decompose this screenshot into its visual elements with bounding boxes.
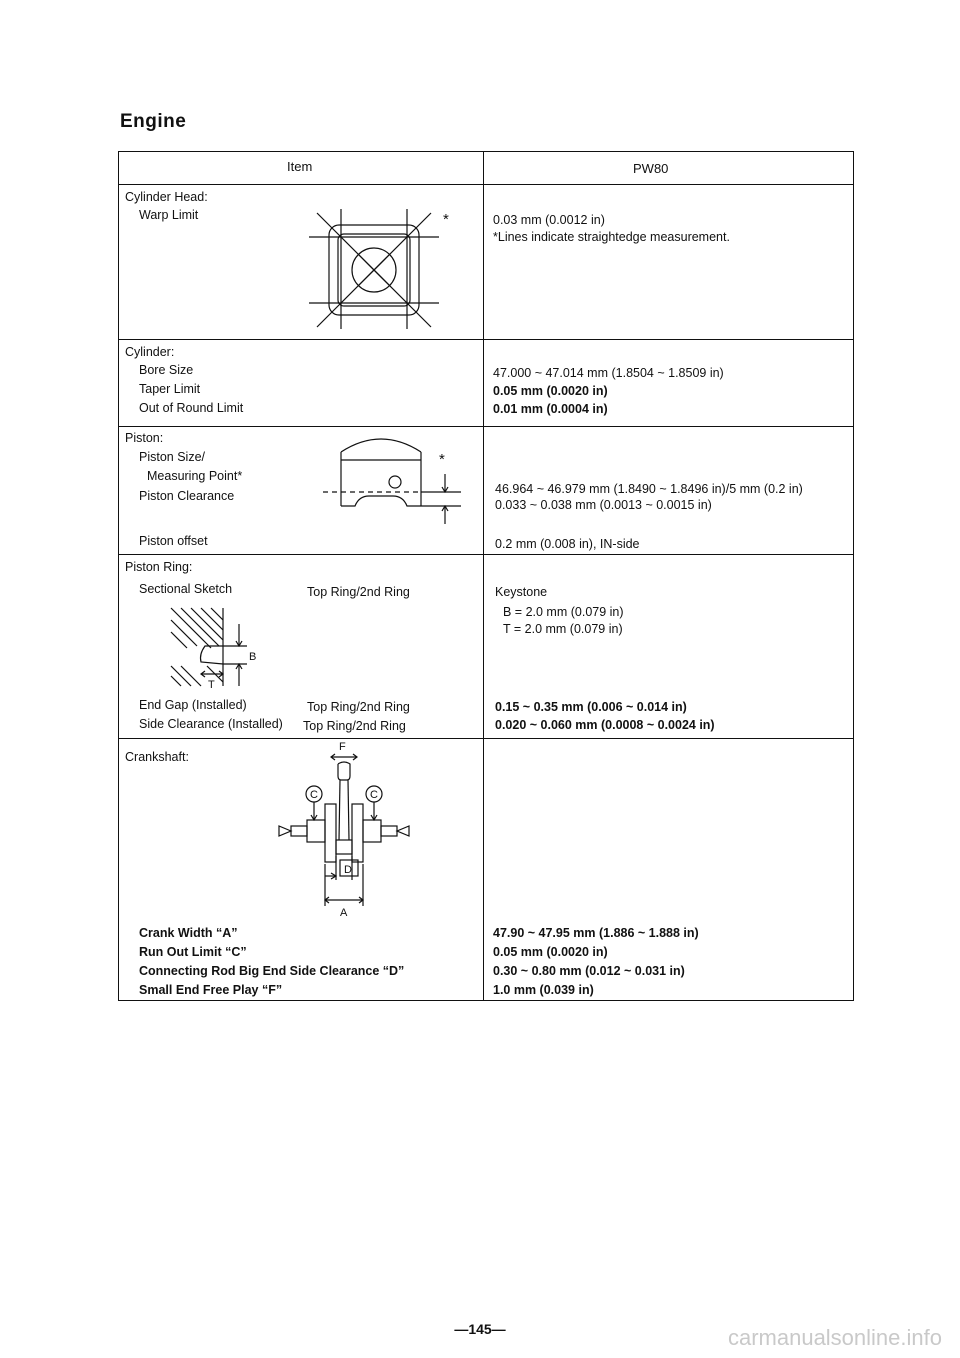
column-divider [483, 152, 484, 1000]
big-end-clearance-value: 0.30 ~ 0.80 mm (0.012 ~ 0.031 in) [493, 964, 685, 978]
sketch-rings-label: Top Ring/2nd Ring [307, 585, 410, 599]
piston-measuring-diagram [319, 424, 461, 529]
diagram-c-left: C [310, 789, 318, 801]
diagram-a-label: A [340, 907, 348, 919]
out-of-round-value: 0.01 mm (0.0004 in) [493, 402, 608, 416]
piston-offset-label: Piston offset [139, 534, 208, 548]
ring-type-value: Keystone [495, 585, 548, 599]
sectional-sketch-label: Sectional Sketch [139, 582, 233, 596]
row-divider [119, 738, 853, 739]
ring-b-value: B = 2.0 mm (0.079 in) [503, 605, 624, 619]
measuring-point-label: Measuring Point* [147, 469, 243, 483]
piston-ring-heading: Piston Ring: [125, 560, 193, 574]
run-out-limit-label: Run Out Limit “C” [139, 945, 247, 959]
row-divider [119, 426, 853, 427]
engine-spec-table [118, 151, 854, 1001]
side-clearance-rings: Top Ring/2nd Ring [303, 719, 406, 733]
crank-width-value: 47.90 ~ 47.95 mm (1.886 ~ 1.888 in) [493, 926, 699, 940]
sketch-t-label: T [208, 679, 215, 691]
diagram-c-right: C [370, 789, 378, 801]
end-gap-rings: Top Ring/2nd Ring [307, 700, 410, 714]
warp-limit-label: Warp Limit [139, 208, 199, 222]
crankshaft-heading: Crankshaft: [125, 750, 189, 764]
small-end-play-value: 1.0 mm (0.039 in) [493, 983, 594, 997]
small-end-play-label: Small End Free Play “F” [139, 983, 283, 997]
big-end-clearance-label: Connecting Rod Big End Side Clearance “D” [139, 964, 405, 978]
warp-asterisk: * [443, 211, 449, 228]
cylinder-head-warp-diagram [309, 207, 439, 332]
piston-asterisk: * [439, 451, 445, 468]
header-model: PW80 [633, 161, 669, 176]
row-divider [119, 339, 853, 340]
piston-size-label: Piston Size/ [139, 450, 206, 464]
row-divider [119, 554, 853, 555]
end-gap-value: 0.15 ~ 0.35 mm (0.006 ~ 0.014 in) [495, 700, 687, 714]
warp-limit-value: 0.03 mm (0.0012 in) [493, 213, 605, 227]
bore-size-label: Bore Size [139, 363, 194, 377]
run-out-limit-value: 0.05 mm (0.0020 in) [493, 945, 608, 959]
piston-clearance-value: 0.033 ~ 0.038 mm (0.0013 ~ 0.0015 in) [495, 498, 712, 512]
piston-ring-sectional-sketch [167, 604, 263, 692]
out-of-round-label: Out of Round Limit [139, 401, 244, 415]
header-divider [119, 184, 853, 185]
side-clearance-label: Side Clearance (Installed) [139, 717, 283, 731]
header-item: Item [287, 159, 313, 174]
page-title: Engine [120, 111, 187, 132]
crank-width-label: Crank Width “A” [139, 926, 238, 940]
side-clearance-value: 0.020 ~ 0.060 mm (0.0008 ~ 0.0024 in) [495, 718, 715, 732]
diagram-f-label: F [339, 741, 346, 753]
ring-t-value: T = 2.0 mm (0.079 in) [503, 622, 623, 636]
piston-heading: Piston: [125, 431, 164, 445]
taper-limit-value: 0.05 mm (0.0020 in) [493, 384, 608, 398]
sketch-b-label: B [249, 651, 257, 663]
diagram-d-label: D [344, 864, 352, 876]
piston-clearance-label: Piston Clearance [139, 489, 235, 503]
page-number: —145— [454, 1321, 506, 1337]
cylinder-head-heading: Cylinder Head: [125, 190, 208, 204]
taper-limit-label: Taper Limit [139, 382, 201, 396]
crankshaft-diagram [269, 740, 409, 919]
piston-size-value: 46.964 ~ 46.979 mm (1.8490 ~ 1.8496 in)/5 mm (0.2 in) [495, 482, 803, 496]
cylinder-heading: Cylinder: [125, 345, 175, 359]
watermark: carmanualsonline.info [727, 1325, 942, 1350]
straightedge-note: *Lines indicate straightedge measurement. [493, 230, 730, 244]
bore-size-value: 47.000 ~ 47.014 mm (1.8504 ~ 1.8509 in) [493, 366, 724, 380]
end-gap-label: End Gap (Installed) [139, 698, 247, 712]
piston-offset-value: 0.2 mm (0.008 in), IN-side [495, 537, 640, 551]
